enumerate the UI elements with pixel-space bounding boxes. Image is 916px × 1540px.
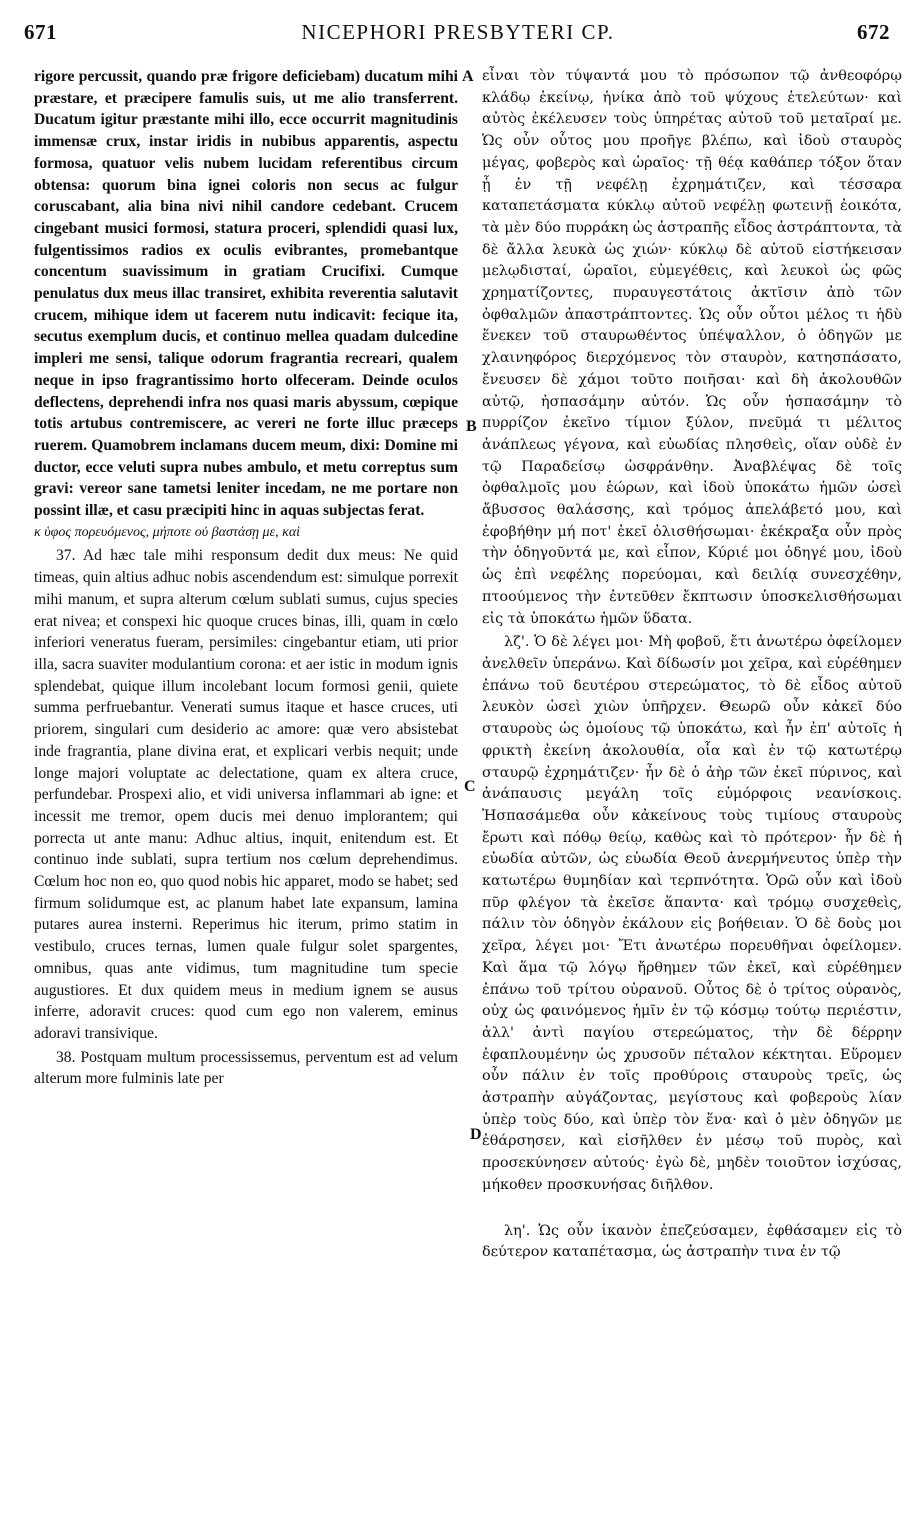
- greek-paragraph-1: εἶναι τὸν τύψαντά μου τὸ πρόσωπον τῷ ἀνθεοφόρῳ κλάδῳ ἐκείνῳ, ἡνίκα ἀπὸ τοῦ ψύχους ἐτελεύτων· καὶ αὐτὸς ἐκέλευσεν τοὺς ὑπηρέτας αὐτοῦ τοῦ μεταῖραί με. Ὡς οὖν οὗτος μου προῆγε βλέπω, καὶ ἰδοὺ σταυρὸς μέγας, φοβερὸς καὶ ὡραῖος· τῇ θέᾳ καθάπερ τόξον ὅταν ᾖ ἐν τῇ νεφέλῃ ἐχρημάτιζεν, καὶ τέσσαρα καταπετάσματα κύκλῳ αὐτοῦ νεφέλῃ φωτεινῇ ἐοικότα, τὰ μὲν δύο πυρράκη ὡς ἀστραπῆς εἶδος ἀστράπτοντα, τὰ δὲ ἄλλα λευκὰ ὡς χιών· κύκλῳ δὲ αὐτοῦ εἱστήκεισαν μελῳδισταί, ὡραῖοι, εὐμεγέθεις, καὶ λευκοὶ ὡς φῶς χρηματίζοντες, πυραυγεστάτοις ἀκτῖσιν ἀπὸ τῶν ὀφθαλμῶν ἀπαστράπτοντες. Ὡς οὖν οὗτοι μέλος τι ἡδὺ ἕνεκεν τοῦ σταυρωθέντος ὑπέψαλλον, ὁ ὁδηγῶν με χλαινηφόρος διερχόμενος τὸν σταυρὸν, κατησπάσατο, ἔνευσεν δὲ χάμοι τοῦτο ποιῆσαι· καὶ δὴ ἀκολουθῶν αὐτῷ, ἠσπασάμην αὐτόν. Ὡς οὖν ἠσπασάμην τὸ πυρρίζον ἐκεῖνο τίμιον ξύλον, πνεῦμά τι μέλιτος ἀνάπλεως γέγονα, καὶ εὐωδίας πλησθεὶς, οἵαν οὐδὲ ἐν τῷ Παραδείσῳ ὠσφράνθην. Ἀναβλέψας δὲ τοῖς ὀφθαλμοῖς μου ἑώρων, καὶ ἰδοὺ ὑποκάτω ἡμῶν ὡσεὶ ἄβυσσος θαλάσσης, καὶ τρόμος ἀπελάβετό μου, καὶ ἐφοβήθην μή ποτ' ἐκεῖ ὀλισθήσωμαι· ἐκέκραξα οὖν πρὸς τὴν ὁδηγοῦντά με, καὶ εἶπον, Κύριέ μοι ὁδηγέ μου, ἰδοὺ ὡς ἐπὶ νεφέλης πορεύομαι, καὶ δειλίᾳ συνεσχέθην, πτοούμενος τὴν ἐντεῦθεν ἔκπτωσιν ὑποσκελισθήσωμαι εἰς τὰ ὑποκάτω ἡμῶν ὕδατα.: [482, 68, 902, 627]
- latin-column: [34, 66, 458, 1090]
- latin-section-38: 38. Postquam multum processissemus, perventum est ad velum alterum more fulminis late per: [34, 1048, 458, 1088]
- margin-marker-b: B: [466, 418, 477, 435]
- running-title: NICEPHORI PRESBYTERI CP.: [301, 20, 615, 44]
- greek-inline-line: κ ὑφος πορευόμενος, μήποτε οὐ βαστάσῃ με, καὶ: [34, 524, 301, 540]
- latin-paragraph-1: rigore percussit, quando præ frigore deficiebam) ducatum mihi præstare, et præcipere famulis suis, ut me alio transferrent. Ducatum igitur præstante mihi illo, ecce occurrit magnitudinis immensæ crux, instar iridis in nubibus apparentis, aspectu formosa, quatuor velis nubem lucidam referentibus circum obtensa: quorum bina ignei coloris non secus ac fulgur coruscabant, alia bina nivi nihil candore cedebant. Crucem cingebant musici formosi, statura proceri, splendidi quasi lux, fulgentissimos radios ex oculis evibrantes, promebantque concentum suavissimum in gratiam Crucifixi. Cumque penulatus dux meus illac transiret, exhibita reverentia salutavit crucem, mihique idem ut facerem nutu indicavit: fecique ita, secutus exemplum ducis, et continuo mellea quadam dulcedine impleri me sensi, talique odorum fragrantia recreari, qualem neque in ipso fragrantissimo horto olfeceram. Deinde oculos deflectens, deprehendi infra nos quasi maris abyssum, cœpique totis artubus contremiscere, ac vereri ne forte illuc præceps ruerem. Quamobrem inclamans ducem meum, dixi: Domine mi ductor, ecce veluti supra nubes ambulo, et metu correptus sum gravi: vereor sane tametsi leniter incedam, ne me portare non possint illæ, et casu præcipiti hinc in aquas subjectas ferat.: [34, 68, 458, 520]
- margin-marker-a: A: [462, 68, 474, 85]
- margin-marker-c: C: [464, 778, 476, 795]
- page-number-right: 672: [857, 20, 890, 44]
- greek-section-38: λη'. Ὡς οὖν ἱκανὸν ἐπεζεύσαμεν, ἐφθάσαμεν εἰς τὸ δεύτερον καταπέτασμα, ὡς ἀστραπὴν τινα ἐν τῷ: [482, 1222, 902, 1261]
- latin-section-37: 37. Ad hæc tale mihi responsum dedit dux meus: Ne quid timeas, quin altius adhuc nobis ascendendum est: simulque porrexit mihi manum, et supra alterum cœlum sublati sumus, cujus species erat nivea; et conspexi hic quoque cruces binas, illi, quam in cœlo inferiori veneratus fueram, persimiles: cingebantur etiam, uti prior illa, sacra suaviter modulantium corona: et aer istic in modum ignis splendebat, quique illum incolebant locum formosi genii, quiete summa perfruebantur. Venerati sumus itaque et hasce cruces, uti priorem, singulari cum desiderio ac amore: quæ vero absistebat inde fragrantia, plane divina erat, et explicari verbis nequit; unde longe majori voluptate ac delectatione, quam ex altera cruce, perfundebar. Prospexi alio, et vidi universa inflammari ab igne: et incessit me tremor, opem ducis mei denuo implorantem; qui porrecta ut ante manu: Adhuc altius, inquit, enitendum est. Et continuo inde sublati, supra tertium nos cœlum deprehendimus. Cœlum hoc non eo, quo quod nobis hic apparet, modo se habet; sed firmum solidumque est, ac planum habet late expansum, lamina putares aurea insterni. Reperimus hic iterum, primo statim in vestibulo, cruces ternas, lumen quale fulgur solet spargentes, omnibus, quas ante vidimus, tum magnitudine tum specie augustiores. Et dux quidem meus in medium ignem se ausus inferre, adoravit cruces: quod cum ego non valerem, eminus adoravi transivique.: [34, 547, 458, 1042]
- page-number-left: 671: [24, 20, 57, 44]
- page-header: [0, 14, 916, 46]
- greek-section-37: λζ'. Ὁ δὲ λέγει μοι· Μὴ φοβοῦ, ἔτι ἀνωτέρω ὀφείλομεν ἀνελθεῖν ὑπεράνω. Καὶ δίδωσίν μοι χεῖρα, καὶ εὑρέθημεν ἐπάνω τοῦ δευτέρου στερεώματος, τὸ δὲ εἶδος αὐτοῦ λευκὸν ὡσεὶ χιὼν ὑπῆρχεν. Θεωρῶ οὖν κἀκεῖ δύο σταυροὺς ὡς ὁμοίους τῷ ὑποκάτω, καὶ ἦν ἐπ' αὐτοῖς ἡ φρικτὴ ἐκείνη ἀκολουθία, οἷα καὶ ἐν τῷ κατωτέρῳ σταυρῷ ἐχρημάτιζεν· ἦν δὲ ὁ ἀὴρ τῶν ἐκεῖ πύρινος, καὶ ἀνάπαυσις μεγάλη τοῖς εὐμόρφοις νεανίσκοις. Ἠσπασάμεθα οὖν κἀκείνους τοὺς τιμίους σταυροὺς ἔρωτι καὶ πόθῳ θείῳ, καθὼς καὶ τὸ πρότερον· ἦν δὲ ἡ εὐωδία αὐτῶν, ὡς εὐωδία Θεοῦ ἀνερμήνευτος ὑπὲρ τὴν κατωτέρω θυμηδίαν καὶ τερπνότητα. Ὁρῶ οὖν καὶ ἰδοὺ πῦρ φλέγον τὰ ἐκεῖσε ἅπαντα· καὶ τρόμῳ συσχεθεὶς, πάλιν τὸν ὁδηγὸν ἐκάλουν εἰς βοήθειαν. Ὁ δὲ δοὺς μοι χεῖρα, λέγει μοι· Ἔτι ἀνωτέρω πορευθῆναι ὀφείλομεν. Καὶ ἅμα τῷ λόγῳ ἤρθημεν τῶν ἐκεῖ, καὶ εὑρέθημεν ἐπάνω τοῦ τρίτου οὐρανοῦ. Οὗτος δὲ ὁ τρίτος οὐρανὸς, οὐχ ὡς φαινόμενος ἡμῖν ἐν τῷ κόσμῳ τούτῳ περιέστιν, ἀλλ' ἀντὶ παγίου στερεώματος, τὴν δὲ δέρρην ἐφαπλουμένην ὡς χρυσοῦν πέταλον κέκτηται. Εὕρομεν οὖν πάλιν ἐν τοῖς προθύροις σταυροὺς τρεῖς, ὡς ἀστραπὴν αὐγάζοντας, μεγίστους καὶ φοβεροὺς λίαν ὑπὲρ τοὺς δύο, καὶ ὑπὲρ τὸν ἕνα· καὶ ὁ μὲν ὁδηγῶν με ἐθάρσησεν, καὶ εἰσῆλθεν ἐν μέσῳ τοῦ πυρὸς, καὶ προσεκύνησεν αὐτούς· ἐγὼ δὲ, μηδὲν τοιοῦτον ἰσχύσας, μήκοθεν προσκυνήσας διῆλθον.: [482, 634, 902, 1193]
- margin-marker-d: D: [470, 1126, 482, 1143]
- greek-column: [482, 66, 902, 1264]
